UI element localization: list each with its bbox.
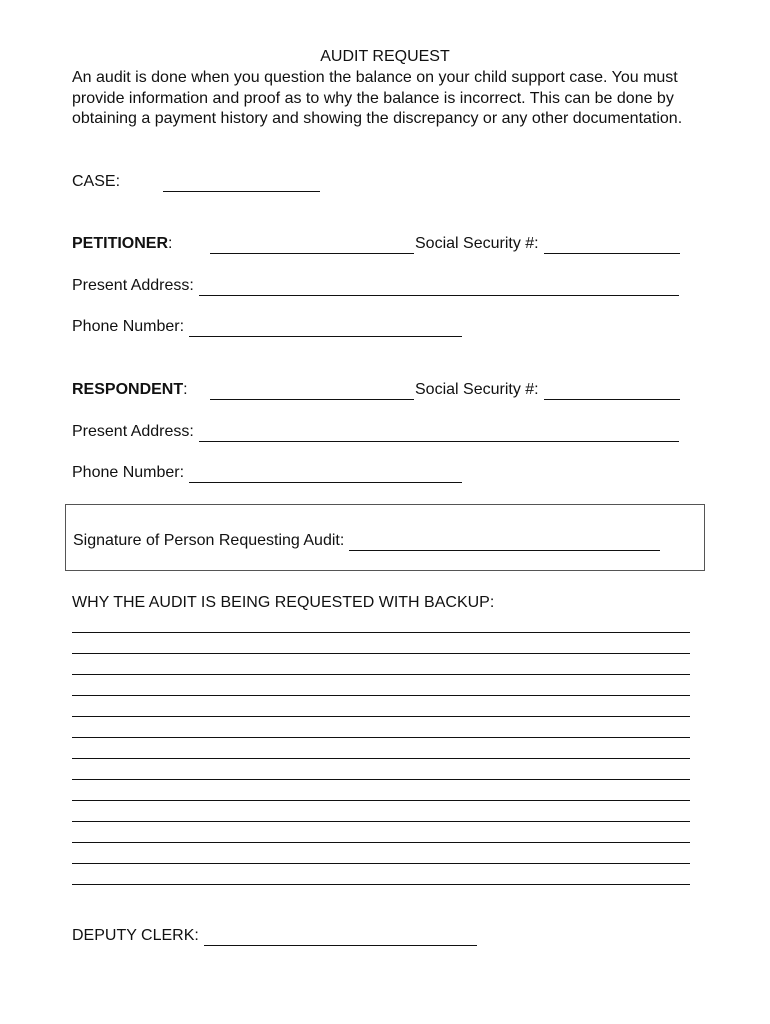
deputy-label: DEPUTY CLERK:: [72, 927, 199, 944]
case-row: [72, 170, 320, 192]
petitioner-address-field[interactable]: [199, 278, 679, 296]
why-label: WHY THE AUDIT IS BEING REQUESTED WITH BACKUP:: [72, 594, 495, 611]
why-line[interactable]: [72, 801, 690, 822]
respondent-address-field[interactable]: [199, 424, 679, 442]
signature-box: [65, 504, 705, 571]
petitioner-row: [72, 232, 680, 254]
why-line[interactable]: [72, 717, 690, 738]
respondent-address-label: Present Address:: [72, 423, 194, 440]
deputy-field[interactable]: [204, 928, 477, 946]
signature-label: Signature of Person Requesting Audit:: [73, 532, 345, 549]
why-line[interactable]: [72, 843, 690, 864]
case-field[interactable]: [163, 174, 320, 192]
intro-paragraph: An audit is done when you question the balance on your child support case. You must provide information and proof as to why the balance is incorrect. This can be done by obtaining a payment history and showing the discrepancy or any other documentation.: [72, 69, 683, 127]
why-line[interactable]: [72, 675, 690, 696]
respondent-name-field[interactable]: [210, 382, 414, 400]
petitioner-phone-label: Phone Number:: [72, 318, 185, 335]
respondent-ssn-field[interactable]: [544, 382, 680, 400]
signature-field[interactable]: [349, 533, 660, 551]
page-title: AUDIT REQUEST: [320, 48, 450, 65]
petitioner-phone-row: [72, 315, 462, 337]
petitioner-label: PETITIONER:: [72, 235, 173, 252]
petitioner-address-row: [72, 274, 679, 296]
why-line[interactable]: [72, 654, 690, 675]
respondent-row: [72, 378, 680, 400]
why-line[interactable]: [72, 780, 690, 801]
petitioner-ssn-label: Social Security #:: [415, 235, 539, 252]
why-line[interactable]: [72, 738, 690, 759]
respondent-phone-label: Phone Number:: [72, 464, 185, 481]
why-line[interactable]: [72, 759, 690, 780]
respondent-label: RESPONDENT:: [72, 381, 188, 398]
why-row: [72, 591, 494, 613]
why-line[interactable]: [72, 696, 690, 717]
case-label: CASE:: [72, 173, 121, 190]
petitioner-phone-field[interactable]: [189, 319, 462, 337]
respondent-address-row: [72, 420, 679, 442]
why-line[interactable]: [72, 633, 690, 654]
signature-row: [73, 529, 660, 551]
respondent-phone-field[interactable]: [189, 465, 462, 483]
why-lines: [72, 612, 690, 885]
respondent-ssn-label: Social Security #:: [415, 381, 539, 398]
why-line[interactable]: [72, 612, 690, 633]
respondent-phone-row: [72, 461, 462, 483]
petitioner-ssn-field[interactable]: [544, 236, 680, 254]
petitioner-address-label: Present Address:: [72, 277, 194, 294]
why-line[interactable]: [72, 864, 690, 885]
petitioner-name-field[interactable]: [210, 236, 414, 254]
why-line[interactable]: [72, 822, 690, 843]
deputy-row: [72, 924, 477, 946]
